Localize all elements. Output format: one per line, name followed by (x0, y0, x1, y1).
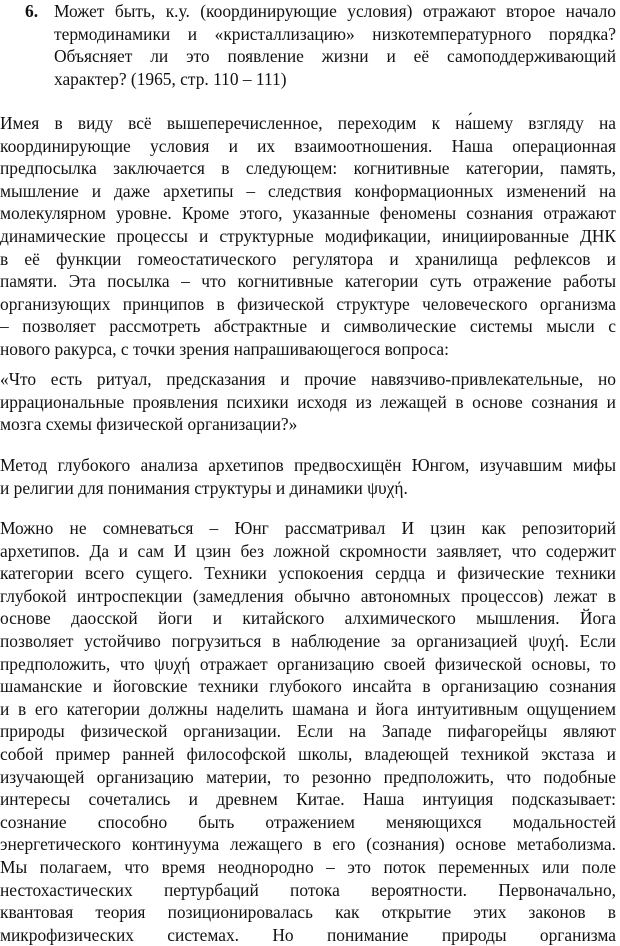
text-line: предположить, что ψυχή отражает организацию своей физической основы, то (0, 653, 616, 674)
text-line: координирующие условия и их взаимоотношения. Наша операционная (0, 135, 616, 156)
text-line: Можно не сомневаться – Юнг рассматривал И цзин как репозиторий (0, 518, 616, 538)
text-line: и в его категории должны наделить шамана и йога интуитивным ощущением (0, 698, 616, 719)
text-line: шаманские и йоговские техники глубокого инсайта в организацию сознания (0, 676, 616, 697)
text-line: квантовая теория позиционировалась как открытие этих законов в (0, 902, 616, 923)
text-line: характер? (1965, стр. 110 – 111) (54, 68, 287, 89)
text-line: нового ракурса, с точки зрения напрашивающегося вопроса: (0, 338, 449, 359)
text-line: предпосылка заключается в следующем: когнитивные категории, память, (0, 158, 616, 179)
text-line: динамические процессы и структурные модификации, инициированные ДНК (0, 225, 616, 246)
text-line: категории всего сущего. Техники успокоения сердца и физические техники (0, 563, 616, 584)
text-line: иррациональные проявления психики исходя из лежащей в основе сознания и (0, 391, 616, 412)
paragraph-quoted-question (0, 368, 616, 436)
list-number: 6. (25, 1, 39, 21)
text-line: и религии для понимания структуры и динамики ψυχή. (0, 477, 408, 498)
text-line: интересы сочетались и древнем Китае. Наша интуиция подсказывает: (0, 789, 616, 810)
text-line: микрофизических системах. Но понимание природы организма (0, 924, 616, 945)
paragraph-operational-premise (0, 112, 616, 361)
text-line: собой пример ранней философской школы, владеющей техникой экстаза и (0, 743, 616, 764)
text-line: природы физической организации. Если на Западе пифагорейцы являют (0, 721, 616, 742)
text-line: изучающей организацию материи, то резонно предположить, что подобные (0, 766, 616, 787)
text-line: мозга схемы физической организации?» (0, 414, 298, 435)
text-line: Может быть, к.у. (координирующие условия) отражают второе начало (54, 1, 616, 21)
text-line: организующих принципов в физической структуре человеческого организма (0, 293, 616, 314)
text-line: термодинамики и «кристаллизацию» низкотемпературного порядка? (54, 23, 616, 44)
text-line: Объясняет ли это появление жизни и её самоподдерживающий (54, 46, 616, 67)
text-line: позволяет устойчиво погрузиться в наблюдение за организацией ψυχή. Если (0, 630, 616, 651)
text-line: основе даосской йоги и китайского алхимического мышления. Йога (0, 608, 616, 629)
text-line: сознание способно быть отражением меняющихся модальностей (0, 811, 616, 832)
text-line: мышление и даже архетипы – следствия конформационных изменений на (0, 180, 616, 201)
text-line: энергетического континуума лежащего в его (сознания) основе метаболизма. (0, 834, 616, 855)
text-line: глубокой интроспекции (замедления обычно автономных процессов) лежат в (0, 585, 616, 606)
text-line: Имея в виду всё вышеперечисленное, переходим к на́шему взгляду на (0, 113, 616, 133)
list-item-text (54, 0, 616, 90)
text-line: нестохастических пертурбаций потока вероятности. Первоначально, (0, 879, 616, 900)
text-line: архетипов. Да и сам И цзин без ложной скромности заявляет, что содержит (0, 540, 616, 561)
text-line: молекулярном уровне. Кроме этого, указанные феномены сознания отражают (0, 203, 616, 224)
text-line: памяти. Эта посылка – что когнитивные категории суть отражение работы (0, 271, 616, 292)
text-line: в её функции гомеостатического регулятора и хранилища рефлексов и (0, 248, 616, 269)
paragraph-i-ching (0, 517, 616, 946)
text-line: «Что есть ритуал, предсказания и прочие навязчиво-привлекательные, но (0, 369, 616, 389)
text-line: Мы полагаем, что время неоднородно – это поток переменных или поле (0, 856, 616, 877)
paragraph-jung-method (0, 454, 616, 499)
text-line: Метод глубокого анализа архетипов предвосхищён Юнгом, изучавшим мифы (0, 455, 616, 475)
text-line: – позволяет рассмотреть абстрактные и символические системы мысли с (0, 316, 616, 337)
